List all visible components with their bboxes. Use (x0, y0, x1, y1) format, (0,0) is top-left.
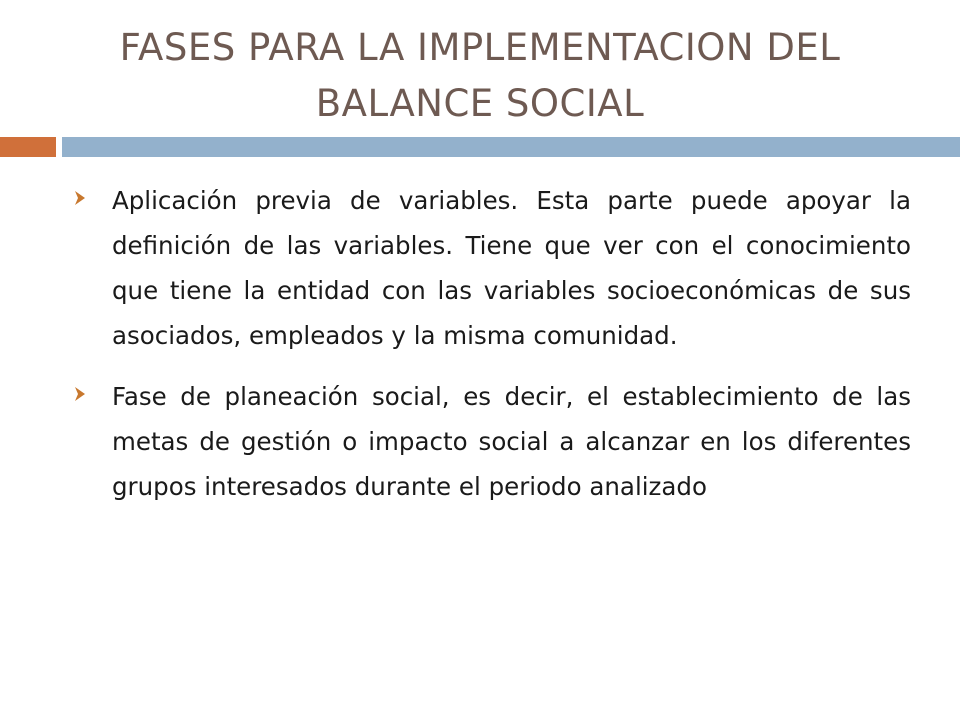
bullet-item (75, 374, 911, 509)
accent-bar (0, 137, 56, 157)
title-line-2: BALANCE SOCIAL (315, 82, 645, 125)
bullet-item (75, 178, 911, 358)
slide-title (40, 20, 920, 132)
bullet-text: Fase de planeación social, es decir, el establecimiento de las metas de gestión o impacto social a alcanzar en los diferentes grupos interesados durante el periodo analizado (112, 382, 911, 501)
bullet-list (0, 178, 960, 525)
arrowhead-bullet-icon (75, 191, 85, 205)
title-line-1: FASES PARA LA IMPLEMENTACION DEL (119, 26, 841, 69)
arrowhead-bullet-icon (75, 387, 85, 401)
bullet-text: Aplicación previa de variables. Esta parte puede apoyar la definición de las variables. Tiene que ver con el conocimiento que tiene la entidad con las variables socioeconómicas de sus asociados, empleados y la misma comunidad. (112, 186, 911, 350)
title-rule-bar (62, 137, 960, 157)
